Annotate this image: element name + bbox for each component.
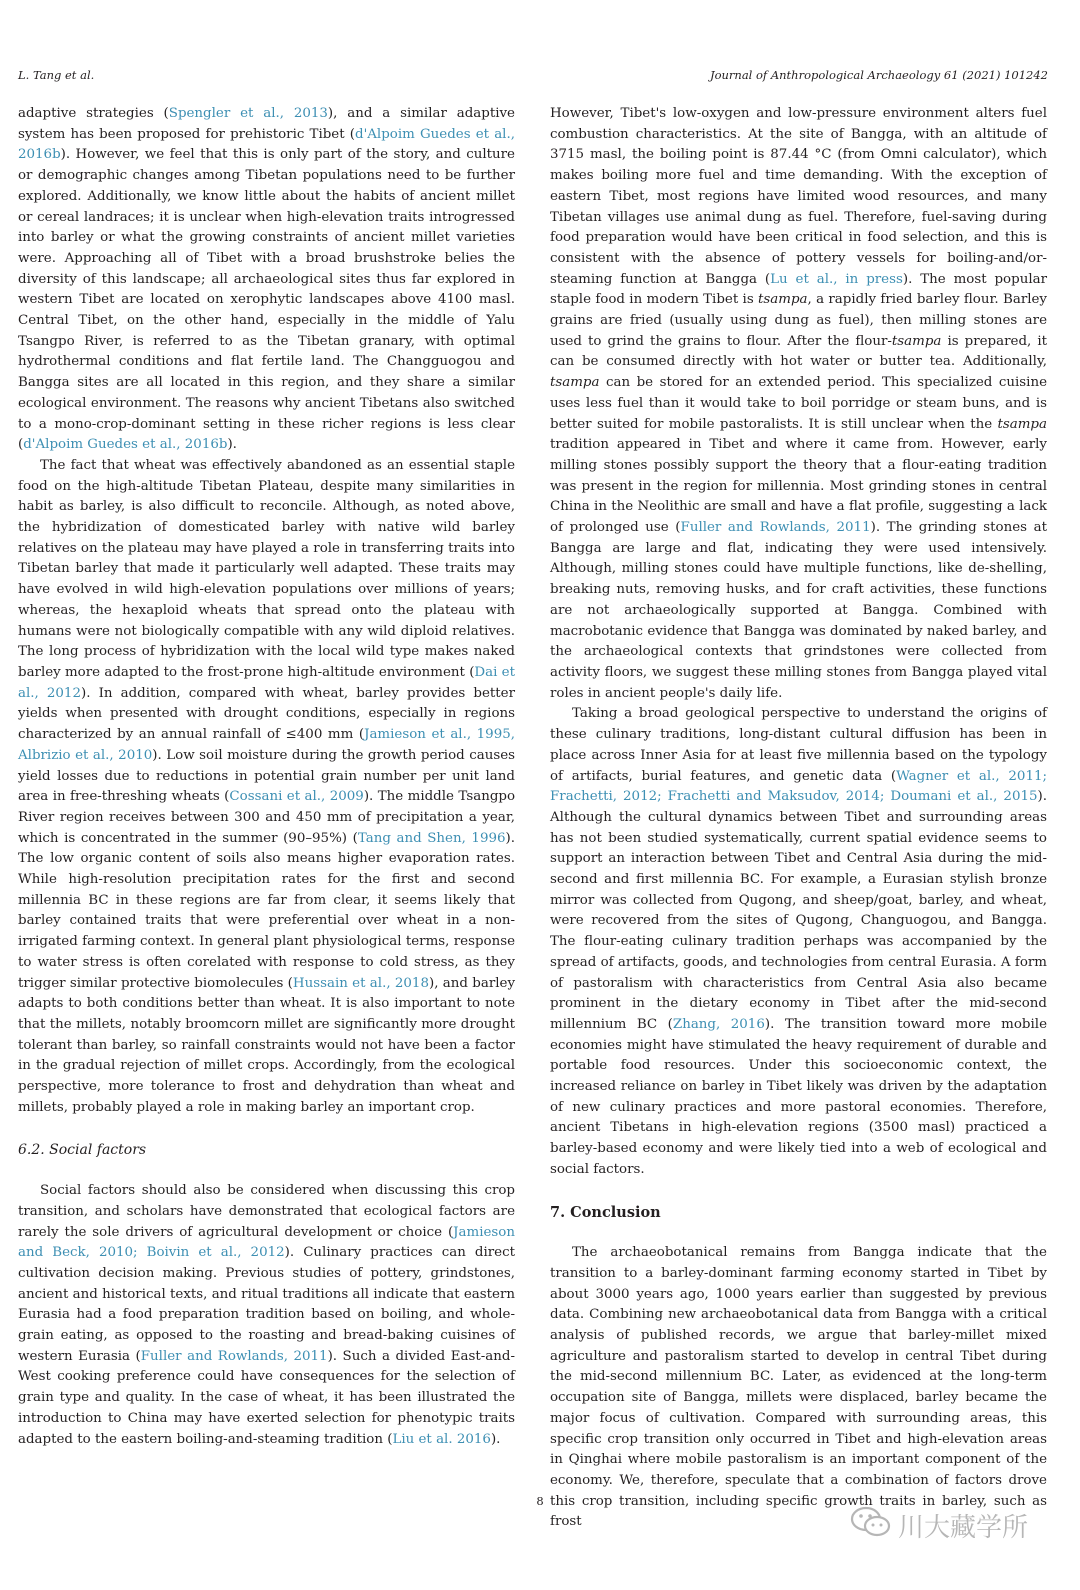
header-author: L. Tang et al. <box>18 68 95 82</box>
header-journal: Journal of Anthropological Archaeology 61 (2021) 101242 <box>709 68 1048 82</box>
citation-link[interactable]: Fuller and Rowlands, 2011 <box>140 1348 328 1364</box>
subsection-heading: 6.2. Social factors <box>18 1142 147 1159</box>
citation-link[interactable]: Fuller and Rowlands, 2011 <box>680 520 871 536</box>
citation-link[interactable]: Liu et al. 2016 <box>392 1431 491 1447</box>
paragraph: The archaeobotanical remains from Bangga indicate that the transition to a barley-dominant farming economy started in Tibet by about 3000 years ago, 1000 years earlier than suggested by previous data. Combining new archaeobotanical data from Bangga with a critical analysis of published records, we argue that barley-millet mixed agriculture and pastoralism started to develop in central Tibet during the mid-second millennium BC. Later, as evidenced at the long-term occupation site of Bangga, millets were displaced, barley became the major focus of cultivation. Compared with surrounding areas, this specific crop transition only occurred in Tibet and high-elevation areas in Qinghai where mobile pastoralism is an important component of the economy. We, therefore, speculate that a combination of factors drove this crop transition, including specific growth traits in barley, such as frost <box>550 1245 1047 1530</box>
citation-link[interactable]: Jamieson and Beck, 2010; Boivin et al., 2012 <box>18 1224 515 1261</box>
emphasis: tsampa <box>758 292 808 308</box>
citation-link[interactable]: Jamieson et al., 1995, Albrizio et al., 2010 <box>18 727 515 763</box>
citation-link[interactable]: Lu et al., in press <box>770 271 903 287</box>
section-heading: 7. Conclusion <box>550 1203 661 1221</box>
citation-link[interactable]: Dai et al., 2012 <box>18 664 515 701</box>
citation-link[interactable]: Wagner et al., 2011; Frachetti, 2012; Frachetti and Maksudov, 2014; Doumani et al., 2015 <box>550 768 1047 805</box>
citation-link[interactable]: Zhang, 2016 <box>672 1016 765 1032</box>
paragraph: However, Tibet's low-oxygen and low-pressure environment alters fuel combustion characteristics. At the site of Bangga, with an altitude of 3715 masl, the boiling point is 87.44 °C (from Omni calculator), which makes boiling more fuel and time demanding. With the exception of eastern Tibet, most regions have limited wood resources, and many Tibetan villages use animal dung as fuel. Therefore, fuel-saving during food preparation would have been critical in food selection, and this is consistent with the absence of pottery vessels for boiling-and/or-steaming function at Bangga (Lu et al., in press). The most popular staple food in modern Tibet is tsampa, a rapidly fried barley flour. Barley grains are fried (usually using dung as fuel), then milling stones are used to grind the grains to flour. After the flour-tsampa is prepared, it can be consumed directly with hot water or butter tea. Additionally, tsampa can be stored for an extended period. This specialized cuisine uses less fuel than it would take to boil porridge or steam buns, and is better suited for mobile pastoralists. It is still unclear when the tsampa tradition appeared in Tibet and where it came from. However, early milling stones possibly support the theory that a flour-eating tradition was present in the region for millennia. Most grinding stones in central China in the Neolithic are small and have a flat profile, suggesting a lack of prolonged use (Fuller and Rowlands, 2011). The grinding stones at Bangga are large and flat, indicating they were used intensively. Although, milling stones could have multiple functions, like de-shelling, breaking nuts, removing husks, and for craft activities, these functions are not archaeologically supported at Bangga. Combined with macrobotanic evidence that Bangga was dominated by naked barley, and the archaeological contexts that grindstones were collected from activity floors, we suggest these milling stones from Bangga played vital roles in ancient people's daily life. <box>550 106 1047 701</box>
citation-link[interactable]: d'Alpoim Guedes et al., 2016b <box>18 126 515 163</box>
wechat-icon <box>850 1505 892 1546</box>
left-column <box>18 104 515 1450</box>
page-number: 8 <box>536 1494 544 1508</box>
emphasis: tsampa <box>891 333 942 349</box>
right-column <box>550 104 1047 1533</box>
paragraph: Social factors should also be considered when discussing this crop transition, and scholars have demonstrated that ecological factors are rarely the sole drivers of agricultural development or choice (Jamieson and Beck, 2010; Boivin et al., 2012). Culinary practices can direct cultivation decision making. Previous studies of pottery, grindstones, ancient and historical texts, and ritual traditions all indicate that eastern Eurasia had a food preparation tradition based on boiling, and whole-grain eating, as opposed to the roasting and bread-baking cuisines of western Eurasia (Fuller and Rowlands, 2011). Such a divided East-and-West cooking preference could have consequences for the selection of grain type and quality. In the case of wheat, it has been illustrated the introduction to China may have exerted selection for phenotypic traits adapted to the eastern boiling-and-steaming tradition (Liu et al. 2016). <box>18 1183 516 1447</box>
citation-link[interactable]: d'Alpoim Guedes et al., 2016b <box>23 437 228 453</box>
emphasis: tsampa <box>550 375 600 391</box>
watermark-text: 川大藏学所 <box>898 1513 1029 1543</box>
emphasis: tsampa <box>997 416 1047 432</box>
paragraph: Taking a broad geological perspective to understand the origins of these culinary traditions, long-distant cultural diffusion has been in place across Inner Asia for at least five millennia based on the typology of artifacts, burial features, and genetic data (Wagner et al., 2011; Frachetti, 2012; Frachetti and Maksudov, 2014; Doumani et al., 2015). Although the cultural dynamics between Tibet and surrounding areas has not been studied systematically, current spatial evidence seems to support an interaction between Tibet and Central Asia during the mid-second and first millennia BC. For example, a Eurasian stylish bronze mirror was collected from Qugong, and sheep/goat, barley, and wheat, were recovered from the sites of Qugong, Changuogou, and Bangga. The flour-eating culinary tradition perhaps was accompanied by the spread of artifacts, goods, and technologies from central Eurasia. A form of pastoralism with characteristics from Central Asia also became prominent in the dietary economy in Tibet after the mid-second millennium BC (Zhang, 2016). The transition toward more mobile economies might have stimulated the heavy requirement of durable and portable food resources. Under this socioeconomic context, the increased reliance on barley in Tibet likely was driven by the adaptation of new culinary practices and more pastoral economies. Therefore, ancient Tibetans in high-elevation regions (3500 masl) practiced a barley-based economy and were likely tied into a web of ecological and social factors. <box>550 706 1047 1177</box>
running-header <box>18 68 1048 88</box>
citation-link[interactable]: Tang and Shen, 1996 <box>357 830 506 846</box>
watermark <box>850 1505 1028 1546</box>
citation-link[interactable]: Spengler et al., 2013 <box>168 106 328 121</box>
citation-link[interactable]: Cossani et al., 2009 <box>229 789 364 805</box>
paragraph: The fact that wheat was effectively abandoned as an essential staple food on the high-altitude Tibetan Plateau, despite many similarities in habit as barley, is also difficult to reconcile. Although, as noted above, the hybridization of domesticated barley with native wild barley relatives on the plateau may have played a role in transferring traits into Tibetan barley that made it particularly well adapted. These traits may have evolved in wild high-elevation populations over millions of years; whereas, the hexaploid wheats that spread onto the plateau with humans were not biologically compatible with any wild diploid relatives. The long process of hybridization with the local wild type makes naked barley more adapted to the frost-prone high-altitude environment (Dai et al., 2012). In addition, compared with wheat, barley provides better yields when presented with drought conditions, especially in regions characterized by an annual rainfall of ≤400 mm (Jamieson et al., 1995, Albrizio et al., 2010). Low soil moisture during the growth period causes yield losses due to reductions in potential grain number per unit land area in free-threshing wheats (Cossani et al., 2009). The middle Tsangpo River region receives between 300 and 450 mm of precipitation a year, which is concentrated in the summer (90–95%) (Tang and Shen, 1996). The low organic content of soils also means higher evaporation rates. While high-resolution precipitation rates for the first and second millennia BC in these regions are far from clear, it seems likely that barley contained traits that were preferential over wheat in a non-irrigated farming context. In general plant physiological terms, response to water stress is often corelated with response to cold stress, as they trigger similar protective biomolecules (Hussain et al., 2018), and barley adapts to both conditions better than wheat. It is also important to note that the millets, notably broomcorn millet are significantly more drought tolerant than barley, so rainfall constraints would not have been a factor in the gradual rejection of millet crops. Accordingly, from the ecological perspective, more tolerance to frost and dehydration than wheat and millets, probably played a role in making barley an important crop. <box>18 457 516 1115</box>
citation-link[interactable]: Hussain et al., 2018 <box>292 975 429 991</box>
paragraph: adaptive strategies (Spengler et al., 2013), and a similar adaptive system has been proposed for prehistoric Tibet (d'Alpoim Guedes et al., 2016b). However, we feel that this is only part of the story, and culture or demographic changes among Tibetan populations need to be further explored. Additionally, we know little about the habits of ancient millet or cereal landraces; it is unclear when high-elevation traits introgressed into barley or what the growing constraints of ancient millet varieties were. Approaching all of Tibet with a broad brushstroke belies the diversity of this landscape; all archaeological sites thus far explored in western Tibet are located on xerophytic landscapes above 4100 masl. Central Tibet, on the other hand, especially in the middle of Yalu Tsangpo River, is referred to as the Tibetan granary, with optimal hydrothermal conditions and flat fertile land. The Changguogou and Bangga sites are all located in this region, and they share a similar ecological environment. The reasons why ancient Tibetans also switched to a mono-crop-dominant setting in these richer regions is less clear (d'Alpoim Guedes et al., 2016b). <box>18 106 515 453</box>
